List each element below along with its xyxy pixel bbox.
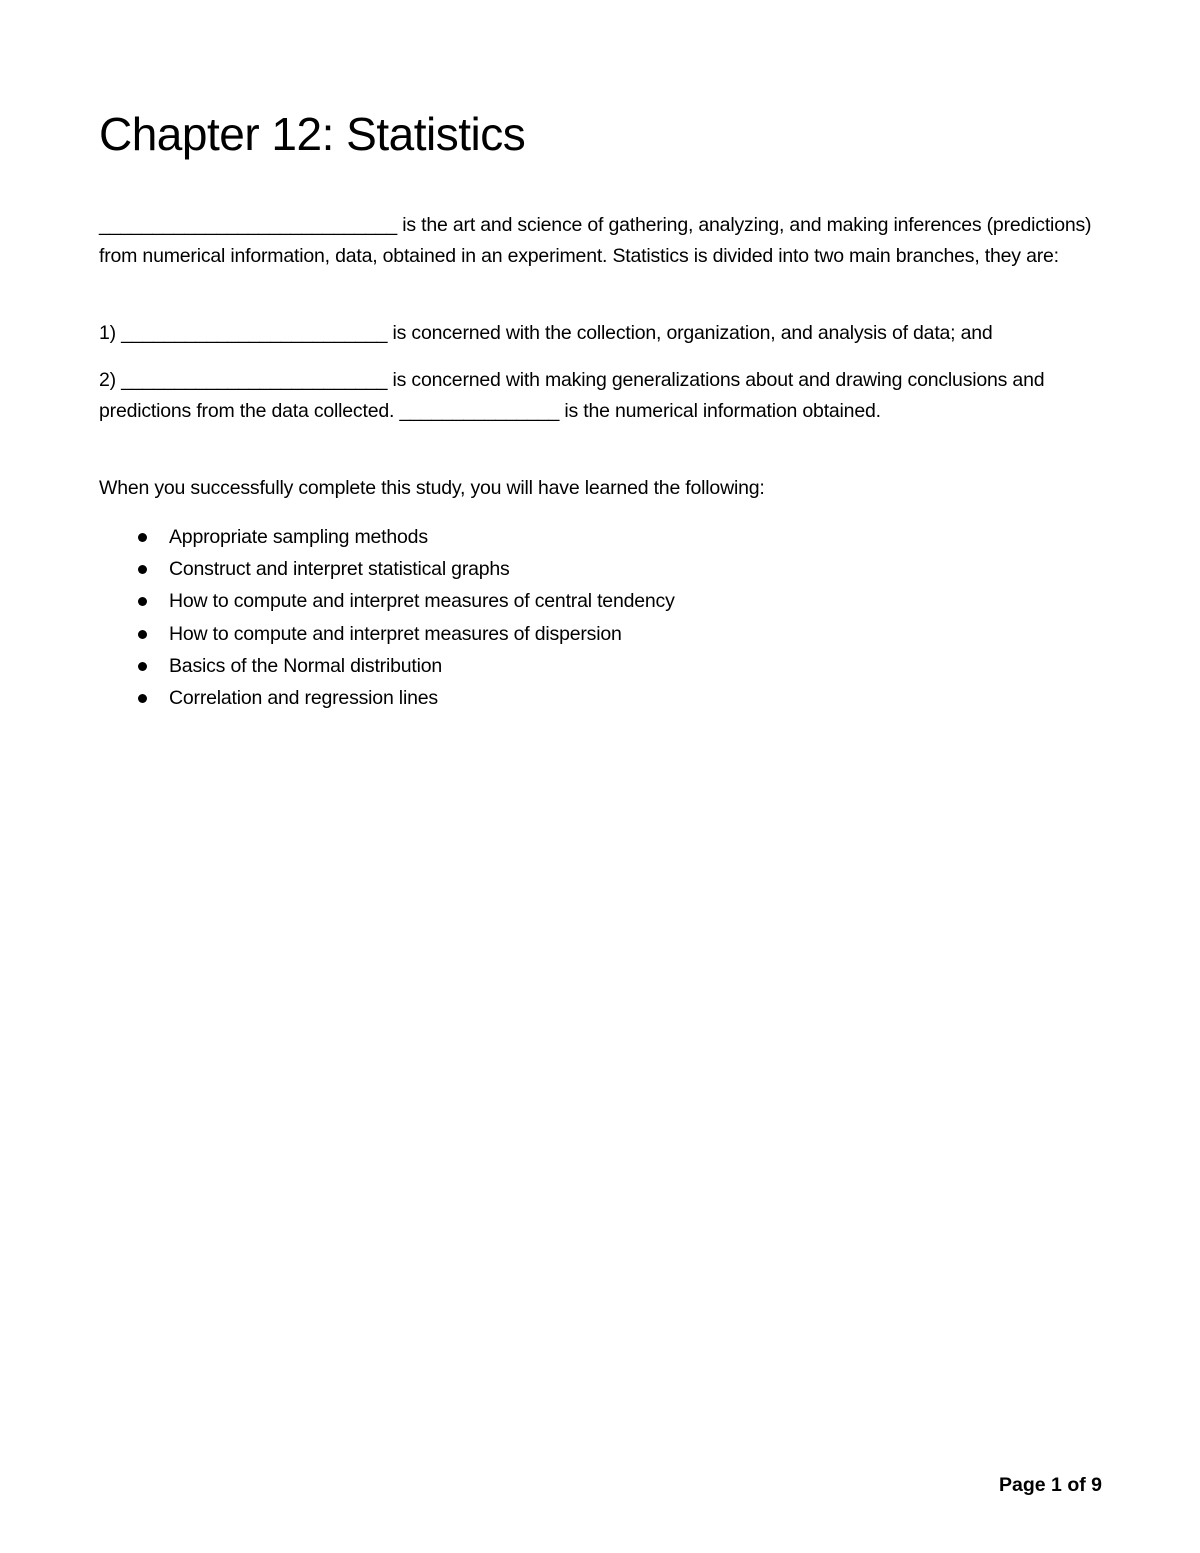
bullet-icon xyxy=(138,694,147,703)
bullet-icon xyxy=(138,597,147,606)
bullet-icon xyxy=(138,662,147,671)
page-title: Chapter 12: Statistics xyxy=(99,108,526,160)
branch-item-2 xyxy=(99,365,1099,427)
item-text: is concerned with the collection, organization, and analysis of data; and xyxy=(387,322,993,344)
list-item xyxy=(99,553,675,585)
list-item xyxy=(99,521,675,553)
page-number: Page 1 of 9 xyxy=(999,1474,1102,1496)
fill-in-blank: ____________________________ xyxy=(99,214,398,236)
bullet-icon xyxy=(138,565,147,574)
list-item-text: Appropriate sampling methods xyxy=(169,526,428,548)
learn-intro-paragraph: When you successfully complete this study, you will have learned the following: xyxy=(99,477,765,499)
list-item-text: How to compute and interpret measures of central tendency xyxy=(169,590,675,613)
fill-in-blank: _______________ xyxy=(399,400,560,422)
list-item xyxy=(99,650,675,682)
list-item-text: Construct and interpret statistical graphs xyxy=(169,558,510,581)
list-item xyxy=(99,585,675,617)
list-item-text: Basics of the Normal distribution xyxy=(169,654,443,677)
item-text: is concerned with making generalizations about and drawing conclusions and predictions from the data collected. xyxy=(99,369,1045,422)
item-text: is the numerical information obtained. xyxy=(559,400,881,422)
objectives-list xyxy=(99,521,675,714)
list-item xyxy=(99,618,675,650)
list-item xyxy=(99,682,675,714)
item-number: 2) xyxy=(99,369,122,391)
intro-text: is the art and science of gathering, analyzing, and making inferences (predictions) from numerical information, data, obtained in an experiment. Statistics is divided into two main branches, they are: xyxy=(99,214,1092,267)
fill-in-blank: _________________________ xyxy=(121,322,388,344)
bullet-icon xyxy=(138,533,147,542)
fill-in-blank: _________________________ xyxy=(121,369,388,391)
intro-paragraph xyxy=(99,210,1099,272)
bullet-icon xyxy=(138,630,147,639)
item-number: 1) xyxy=(99,322,122,344)
list-item-text: Correlation and regression lines xyxy=(169,686,438,709)
branch-item-1 xyxy=(99,318,1099,349)
list-item-text: How to compute and interpret measures of dispersion xyxy=(169,622,622,645)
